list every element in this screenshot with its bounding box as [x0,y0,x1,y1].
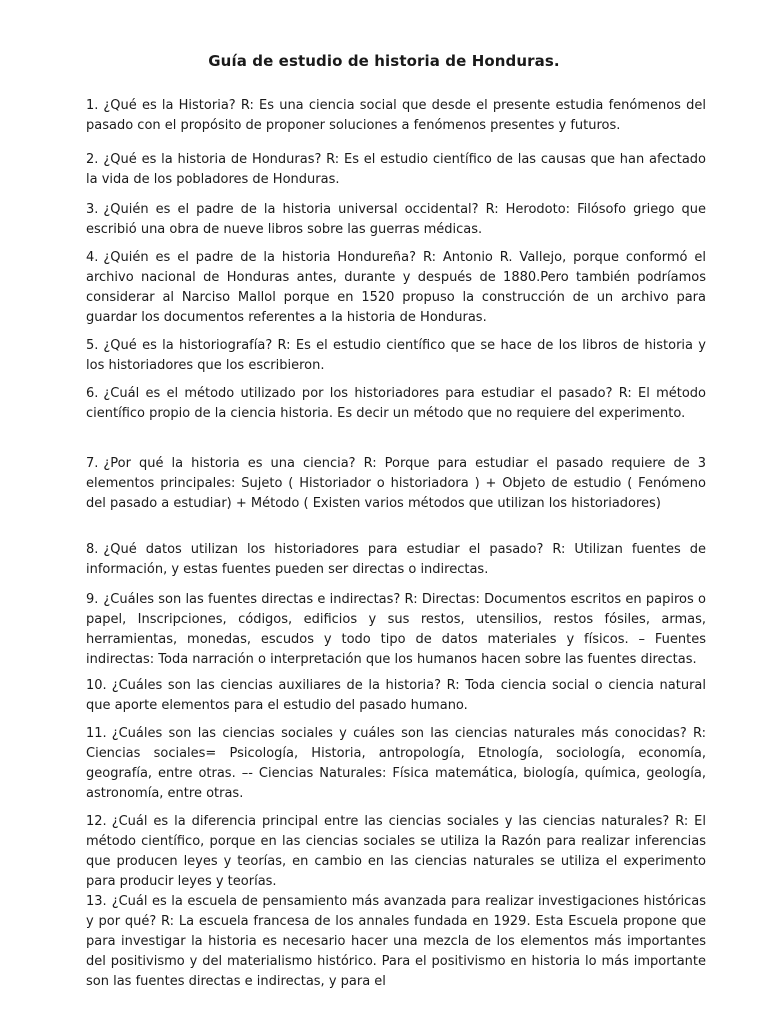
question-item-12 [86,812,706,892]
question-item-13 [86,892,706,992]
question-item-7 [86,454,706,514]
question-text: ¿Qué es la historiografía? R: Es el estudio científico que se hace de los libros de historia y los historiadores que los escribieron. [86,338,706,373]
question-number: 5. [86,338,99,353]
question-item-9 [86,590,706,670]
question-number: 7. [86,456,99,471]
question-number: 2. [86,152,99,167]
question-text: ¿Cuál es la diferencia principal entre las ciencias sociales y las ciencias naturales? R: El método científico, porque en las ciencias sociales se utiliza la Razón para realizar inferencias que producen leyes y teorías, en cambio en las ciencias naturales se utiliza el experimento para producir leyes y teorías. [86,814,706,889]
question-text: ¿Cuáles son las ciencias sociales y cuáles son las ciencias naturales más conocidas? R: Ciencias sociales= Psicología, Historia, antropología, Etnología, sociología, economía, geografía, entre otras. –- Ciencias Naturales: Física matemática, biología, química, geología, astronomía, entre otras. [86,726,706,801]
question-text: ¿Qué es la historia de Honduras? R: Es el estudio científico de las causas que han afectado la vida de los pobladores de Honduras. [86,152,706,187]
document-title: Guía de estudio de historia de Honduras. [208,52,560,70]
question-text: ¿Quién es el padre de la historia Hondureña? R: Antonio R. Vallejo, porque conformó el archivo nacional de Honduras antes, durante y después de 1880.Pero también podríamos considerar al Narciso Mallol porque en 1520 propuso la construcción de un archivo para guardar los documentos referentes a la historia de Honduras. [86,250,706,325]
question-number: 3. [86,202,99,217]
question-item-2 [86,150,706,190]
question-number: 10. [86,678,107,693]
question-number: 11. [86,726,107,741]
question-text: ¿Quién es el padre de la historia universal occidental? R: Herodoto: Filósofo griego que escribió una obra de nueve libros sobre las guerras médicas. [86,202,706,237]
question-item-4 [86,248,706,328]
question-number: 13. [86,894,107,909]
question-item-10 [86,676,706,716]
question-text: ¿Cuáles son las fuentes directas e indirectas? R: Directas: Documentos escritos en papiros o papel, Inscripciones, códigos, edificios y sus restos, utensilios, restos fósiles, armas, herramientas, monedas, escudos y todo tipo de datos materiales y físicos. – Fuentes indirectas: Toda narración o interpretación que los humanos hacen sobre las fuentes directas. [86,592,706,667]
question-item-11 [86,724,706,804]
question-item-5 [86,336,706,376]
question-item-8 [86,540,706,580]
question-text: ¿Qué datos utilizan los historiadores para estudiar el pasado? R: Utilizan fuentes de información, y estas fuentes pueden ser directas o indirectas. [86,542,706,577]
question-text: ¿Cuál es la escuela de pensamiento más avanzada para realizar investigaciones históricas y por qué? R: La escuela francesa de los annales fundada en 1929. Esta Escuela propone que para investigar la historia es necesario hacer una mezcla de los elementos más importantes del positivismo y del materialismo histórico. Para el positivismo en historia lo más importante son las fuentes directas e indirectas, y para el [86,894,706,989]
question-text: ¿Cuál es el método utilizado por los historiadores para estudiar el pasado? R: El método científico propio de la ciencia historia. Es decir un método que no requiere del experimento. [86,386,706,421]
question-number: 1. [86,98,99,113]
question-item-6 [86,384,706,424]
question-item-1 [86,96,706,136]
question-number: 4. [86,250,99,265]
question-number: 12. [86,814,107,829]
question-text: ¿Qué es la Historia? R: Es una ciencia social que desde el presente estudia fenómenos del pasado con el propósito de proponer soluciones a fenómenos presentes y futuros. [86,98,706,133]
question-number: 8. [86,542,99,557]
question-item-3 [86,200,706,240]
question-text: ¿Por qué la historia es una ciencia? R: Porque para estudiar el pasado requiere de 3 elementos principales: Sujeto ( Historiador o historiadora ) + Objeto de estudio ( Fenómeno del pasado a estudiar) + Método ( Existen varios métodos que utilizan los historiadores) [86,456,706,511]
question-number: 9. [86,592,99,607]
question-number: 6. [86,386,99,401]
question-text: ¿Cuáles son las ciencias auxiliares de la historia? R: Toda ciencia social o ciencia natural que aporte elementos para el estudio del pasado humano. [86,678,706,713]
